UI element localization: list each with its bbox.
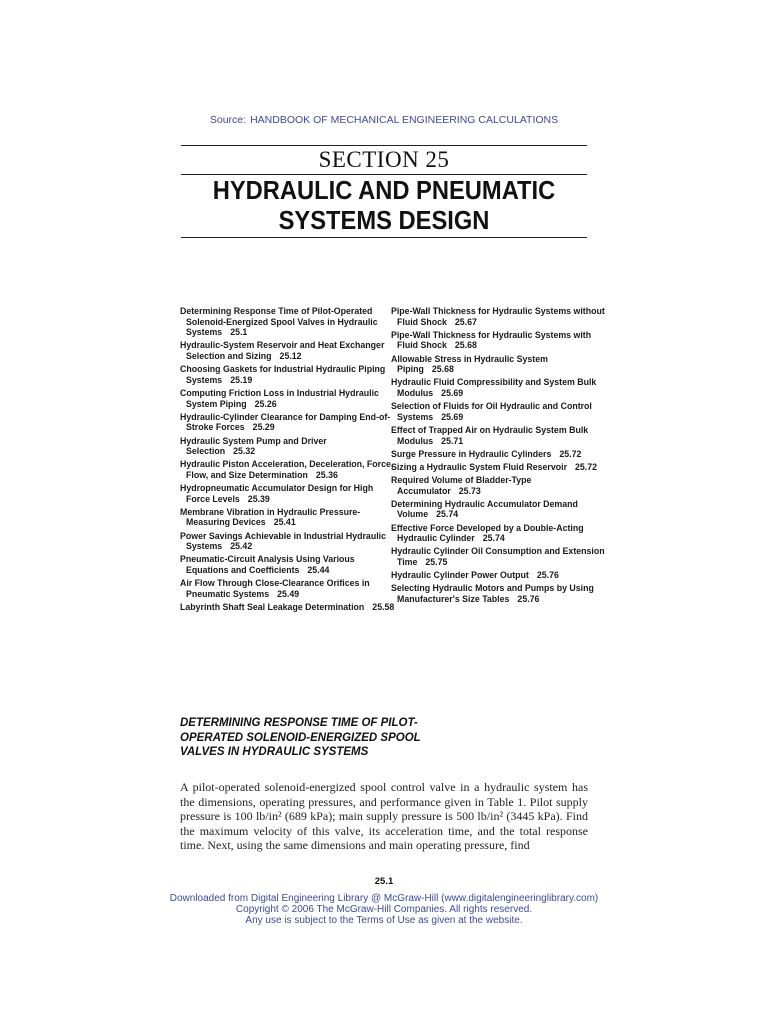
title-rule	[181, 237, 587, 238]
toc-item[interactable]	[180, 459, 395, 480]
toc-item-title: Hydraulic-System Reservoir and Heat Exchanger Selection and Sizing	[180, 340, 385, 361]
top-rule	[181, 145, 587, 146]
toc-item-title: Determining Response Time of Pilot-Operated Solenoid-Energized Spool Valves in Hydraulic Systems	[180, 306, 378, 338]
toc-item-page: 25.42	[230, 541, 253, 552]
toc-item-page: 25.68	[454, 340, 477, 351]
toc-item-page: 25.74	[436, 509, 459, 520]
toc-item[interactable]	[391, 425, 606, 446]
subsection-heading-line2: OPERATED SOLENOID-ENERGIZED SPOOL	[180, 731, 421, 744]
toc-item-title: Hydraulic Cylinder Power Output	[391, 570, 529, 581]
toc-item-title: Sizing a Hydraulic System Fluid Reservoir	[391, 461, 567, 472]
body-paragraph: A pilot-operated solenoid-energized spool control valve in a hydraulic system has the dimensions, operating pressures, and performance given in Table 1. Pilot supply pressure is 100 lb/in² (689 kPa); main supply pressure is 500 lb/in² (3445 kPa). Find the maximum velocity of this valve, its acceleration time, and the total response time. Next, using the same dimensions and main operating pressure, find	[180, 780, 588, 852]
toc-item[interactable]	[180, 388, 395, 409]
toc-item[interactable]	[391, 523, 606, 544]
source-title-link[interactable]: HANDBOOK OF MECHANICAL ENGINEERING CALCULATIONS	[250, 114, 559, 126]
toc-item-title: Hydraulic Piston Acceleration, Deceleration, Force, Flow, and Size Determination	[180, 459, 394, 480]
toc-item-page: 25.26	[254, 398, 277, 409]
toc-item-title: Hydraulic Fluid Compressibility and System Bulk Modulus	[391, 377, 597, 398]
toc-item-title: Required Volume of Bladder-Type Accumulator	[391, 475, 532, 496]
toc-item[interactable]	[180, 578, 395, 599]
toc-item[interactable]	[180, 340, 395, 361]
toc-item[interactable]	[391, 499, 606, 520]
toc-item[interactable]	[391, 583, 606, 604]
toc-item-page: 25.69	[441, 411, 464, 422]
toc-item-title: Choosing Gaskets for Industrial Hydraulic Piping Systems	[180, 364, 386, 385]
toc-item-page: 25.72	[575, 461, 598, 472]
toc-right-column	[391, 306, 606, 607]
toc-item[interactable]	[180, 483, 395, 504]
toc-item-page: 25.76	[517, 593, 540, 604]
toc-item-page: 25.36	[315, 469, 338, 480]
toc-item[interactable]	[391, 401, 606, 422]
section-title	[195, 176, 573, 236]
toc-item-page: 25.32	[233, 446, 256, 457]
toc-item-page: 25.69	[441, 387, 464, 398]
toc-left-column	[180, 306, 395, 615]
toc-item-title: Power Savings Achievable in Industrial Hydraulic Systems	[180, 530, 386, 552]
toc-item-title: Hydraulic-Cylinder Clearance for Damping End-of-Stroke Forces	[180, 411, 391, 433]
toc-item[interactable]	[180, 531, 395, 552]
toc-item[interactable]	[180, 364, 395, 385]
toc-item-page: 25.19	[230, 374, 253, 385]
toc-item[interactable]	[180, 602, 395, 613]
toc-item-page: 25.39	[247, 493, 270, 504]
toc-item[interactable]	[391, 306, 606, 327]
section-number: SECTION 25	[318, 147, 450, 172]
section-rule	[181, 174, 587, 175]
toc-item-title: Selection of Fluids for Oil Hydraulic and Control Systems	[391, 401, 592, 422]
toc-item-page: 25.58	[372, 601, 395, 612]
toc-item[interactable]	[391, 462, 606, 473]
toc-item-page: 25.41	[273, 517, 296, 528]
toc-item[interactable]	[391, 377, 606, 398]
toc-item-page: 25.71	[441, 435, 464, 446]
toc-item-title: Effect of Trapped Air on Hydraulic System Bulk Modulus	[391, 424, 589, 446]
toc-item-title: Membrane Vibration in Hydraulic Pressure-Measuring Devices	[180, 506, 361, 528]
toc-item-title: Pneumatic-Circuit Analysis Using Various Equations and Coefficients	[180, 554, 355, 575]
toc-item-title: Hydraulic Cylinder Oil Consumption and Extension Time	[391, 546, 605, 567]
toc-item-title: Air Flow Through Close-Clearance Orifices in Pneumatic Systems	[180, 578, 370, 599]
toc-item-title: Computing Friction Loss in Industrial Hydraulic System Piping	[180, 387, 379, 409]
footer-terms-link[interactable]: Any use is subject to the Terms of Use as given at the website.	[245, 915, 523, 927]
toc-item-title: Surge Pressure in Hydraulic Cylinders	[391, 448, 552, 459]
toc-item[interactable]	[180, 412, 395, 433]
toc-item-page: 25.75	[425, 557, 448, 567]
toc-item-page: 25.67	[454, 316, 477, 327]
toc-item-title: Pipe-Wall Thickness for Hydraulic Systems without Fluid Shock	[391, 306, 605, 327]
toc-item-page: 25.76	[536, 570, 559, 581]
toc-item-title: Allowable Stress in Hydraulic System Piping	[391, 353, 548, 375]
footer-copyright: Copyright © 2006 The McGraw-Hill Companies. All rights reserved.	[235, 904, 533, 916]
toc-item-title: Labyrinth Shaft Seal Leakage Determination	[180, 601, 365, 612]
toc-item-page: 25.73	[458, 485, 481, 496]
toc-item[interactable]	[391, 570, 606, 581]
toc-item[interactable]	[391, 546, 606, 567]
subsection-heading	[180, 716, 480, 760]
toc-item-title: Pipe-Wall Thickness for Hydraulic Systems with Fluid Shock	[391, 329, 592, 351]
toc-item-title: Determining Hydraulic Accumulator Demand Volume	[391, 498, 578, 520]
toc-item-page: 25.1	[230, 327, 248, 338]
toc-item-page: 25.29	[252, 422, 275, 433]
subsection-heading-line3: VALVES IN HYDRAULIC SYSTEMS	[180, 746, 369, 758]
toc-item-title: Effective Force Developed by a Double-Acting Hydraulic Cylinder	[391, 522, 584, 544]
footer	[0, 893, 768, 927]
toc-item-page: 25.12	[279, 350, 302, 361]
toc-item[interactable]	[180, 507, 395, 528]
toc-item[interactable]	[180, 436, 395, 457]
toc-item[interactable]	[180, 554, 395, 575]
toc-item-title: Hydropneumatic Accumulator Design for High Force Levels	[180, 483, 374, 504]
toc-item-page: 25.68	[431, 364, 454, 375]
section-title-line2: SYSTEMS DESIGN	[278, 207, 490, 235]
toc-item-page: 25.74	[482, 533, 505, 544]
toc-item[interactable]	[391, 330, 606, 351]
page-number: 25.1	[374, 876, 394, 887]
toc-item[interactable]	[180, 306, 395, 338]
section-title-line1: HYDRAULIC AND PNEUMATIC	[212, 177, 556, 205]
toc-item[interactable]	[391, 475, 606, 496]
toc-item-title: Selecting Hydraulic Motors and Pumps by Using Manufacturer's Size Tables	[391, 583, 594, 604]
subsection-heading-line1: DETERMINING RESPONSE TIME OF PILOT-	[180, 717, 418, 729]
toc-item[interactable]	[391, 449, 606, 460]
source-line	[0, 114, 768, 126]
toc-item-page: 25.49	[277, 588, 300, 599]
toc-item-title: Hydraulic System Pump and Driver Selection	[180, 435, 327, 457]
footer-download-link[interactable]: Downloaded from Digital Engineering Library @ McGraw-Hill (www.digitalengineeringlibrary.com)	[169, 893, 599, 904]
toc-item[interactable]	[391, 354, 606, 375]
toc-item-page: 25.44	[307, 565, 330, 575]
source-label: Source:	[209, 114, 247, 126]
toc-item-page: 25.72	[559, 448, 582, 459]
